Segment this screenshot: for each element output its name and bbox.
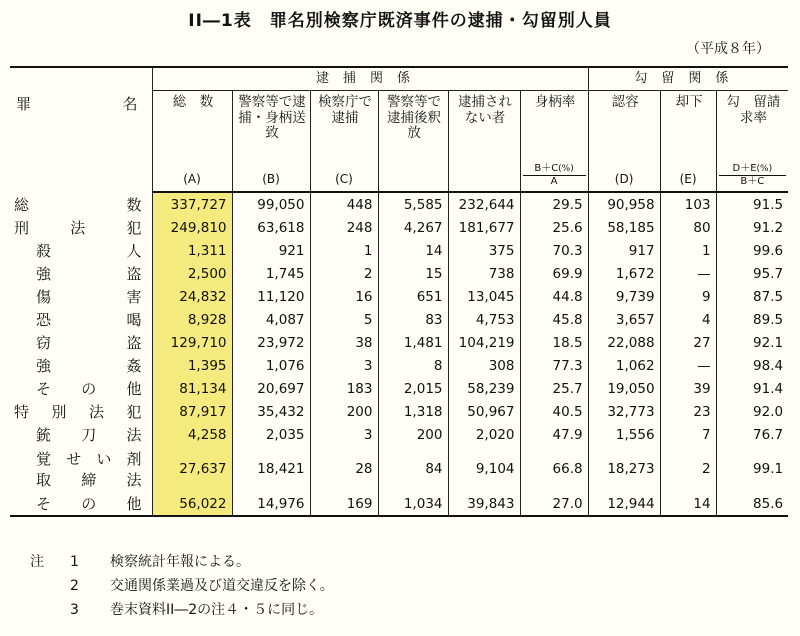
table-cell: 2,500 — [152, 262, 232, 285]
table-cell: 13,045 — [448, 285, 520, 308]
table-cell: 2,035 — [232, 423, 310, 446]
table-cell: 70.3 — [520, 239, 588, 262]
table-row — [10, 354, 788, 377]
row-label: 刑 法 犯 — [14, 219, 142, 237]
table-cell: 8,928 — [152, 308, 232, 331]
table-cell: 921 — [232, 239, 310, 262]
table-cell: 66.8 — [520, 446, 588, 492]
table-cell: 22,088 — [588, 331, 660, 354]
table-cell: 129,710 — [152, 331, 232, 354]
table-cell: — — [660, 262, 716, 285]
table-cell: 2,020 — [448, 423, 520, 446]
table-cell: 249,810 — [152, 216, 232, 239]
col-header-request-rate: 勾 留請求率 $\frac{D+E(\%)}{B+C}$ — [716, 91, 788, 193]
table-cell: 3 — [310, 354, 378, 377]
col-header-prosecutor-arrest: 検察庁で逮捕 (C) — [310, 91, 378, 193]
table-cell: 27 — [660, 331, 716, 354]
table-cell: 4,267 — [378, 216, 448, 239]
table-cell: 4 — [660, 308, 716, 331]
table-cell: 24,832 — [152, 285, 232, 308]
table-cell: 1,672 — [588, 262, 660, 285]
table-cell: 16 — [310, 285, 378, 308]
table-cell: 23 — [660, 400, 716, 423]
table-cell: 1,481 — [378, 331, 448, 354]
year-label: （平成８年） — [686, 41, 770, 57]
table-cell: 98.4 — [716, 354, 788, 377]
table-cell: 15 — [378, 262, 448, 285]
name-header-char: 名 — [122, 95, 138, 113]
row-label: 覚 せ い 剤 取 締 法 — [36, 450, 142, 489]
row-label: 特 別 法 犯 — [14, 403, 142, 421]
col-header-total: 総 数 (A) — [152, 91, 232, 193]
table-cell: 58,239 — [448, 377, 520, 400]
table-cell: — — [660, 354, 716, 377]
col-header-granted: 認容 (D) — [588, 91, 660, 193]
table-cell: 4,258 — [152, 423, 232, 446]
table-cell: 169 — [310, 492, 378, 516]
table-cell: 20,697 — [232, 377, 310, 400]
table-cell: 18.5 — [520, 331, 588, 354]
row-label: 恐 喝 — [36, 311, 142, 329]
footnotes — [30, 550, 334, 622]
table-cell: 85.6 — [716, 492, 788, 516]
table-cell: 84 — [378, 446, 448, 492]
table-cell: 1,311 — [152, 239, 232, 262]
table-cell: 23,972 — [232, 331, 310, 354]
table-row — [10, 192, 788, 216]
table-cell: 103 — [660, 192, 716, 216]
table-cell: 181,677 — [448, 216, 520, 239]
table-row — [10, 377, 788, 400]
table-cell: 14 — [378, 239, 448, 262]
table-row — [10, 446, 788, 492]
table-row — [10, 308, 788, 331]
col-header-not-arrested: 逮捕されない者 — [448, 91, 520, 193]
table-cell: 183 — [310, 377, 378, 400]
col-header-custody-rate: 身柄率 $\frac{B+C(\%)}{A}$ — [520, 91, 588, 193]
footnote: 注 1 検察統計年報による。 — [30, 554, 250, 570]
table-cell: 738 — [448, 262, 520, 285]
table-cell: 2,015 — [378, 377, 448, 400]
table-cell: 1,062 — [588, 354, 660, 377]
table-cell: 248 — [310, 216, 378, 239]
col-header-rejected: 却下 (E) — [660, 91, 716, 193]
row-label: そ の 他 — [10, 492, 152, 516]
table-cell: 12,944 — [588, 492, 660, 516]
table-cell: 91.5 — [716, 192, 788, 216]
table-cell: 9,739 — [588, 285, 660, 308]
table-cell: 1 — [660, 239, 716, 262]
row-label: 傷 害 — [36, 288, 142, 306]
row-label: 銃 刀 法 — [36, 426, 142, 444]
table-cell: 11,120 — [232, 285, 310, 308]
table-cell: 91.2 — [716, 216, 788, 239]
table-cell: 76.7 — [716, 423, 788, 446]
table-row — [10, 400, 788, 423]
table-cell: 77.3 — [520, 354, 588, 377]
table-cell: 9 — [660, 285, 716, 308]
table-cell: 95.7 — [716, 262, 788, 285]
table-cell: 1,745 — [232, 262, 310, 285]
row-label: 強 姦 — [36, 357, 142, 375]
table-cell: 40.5 — [520, 400, 588, 423]
table-row — [10, 331, 788, 354]
table-cell: 2 — [310, 262, 378, 285]
table-cell: 27,637 — [152, 446, 232, 492]
table-row — [10, 216, 788, 239]
table-cell: 1,076 — [232, 354, 310, 377]
table-cell: 56,022 — [152, 492, 232, 516]
table-row — [10, 262, 788, 285]
table-cell: 1,034 — [378, 492, 448, 516]
table-cell: 8 — [378, 354, 448, 377]
table-cell: 18,421 — [232, 446, 310, 492]
table-cell: 39 — [660, 377, 716, 400]
arrest-group-header: 逮捕関係 — [152, 67, 588, 91]
row-label: 殺 人 — [36, 242, 142, 260]
table-cell: 917 — [588, 239, 660, 262]
table-cell: 25.7 — [520, 377, 588, 400]
table-cell: 200 — [310, 400, 378, 423]
table-cell: 9,104 — [448, 446, 520, 492]
table-cell: 18,273 — [588, 446, 660, 492]
table-row — [10, 239, 788, 262]
table-cell: 104,219 — [448, 331, 520, 354]
table-cell: 92.1 — [716, 331, 788, 354]
name-header-char: 罪 — [16, 95, 32, 113]
table-cell: 47.9 — [520, 423, 588, 446]
table-cell: 1,318 — [378, 400, 448, 423]
footnote: 3 巻末資料II―2の注４・５に同じ。 — [70, 602, 324, 618]
table-cell: 337,727 — [152, 192, 232, 216]
footnote: 2 交通関係業過及び道交違反を除く。 — [70, 578, 334, 594]
table-cell: 1 — [310, 239, 378, 262]
table-cell: 7 — [660, 423, 716, 446]
table-cell: 3 — [310, 423, 378, 446]
table-cell: 35,432 — [232, 400, 310, 423]
table-cell: 45.8 — [520, 308, 588, 331]
table-cell: 651 — [378, 285, 448, 308]
table-cell: 4,087 — [232, 308, 310, 331]
table-cell: 3,657 — [588, 308, 660, 331]
table-row — [10, 285, 788, 308]
row-label: 強 盗 — [36, 265, 142, 283]
name-column-header — [10, 67, 152, 192]
table-cell: 25.6 — [520, 216, 588, 239]
table-cell: 39,843 — [448, 492, 520, 516]
row-label: 総 数 — [14, 195, 142, 214]
table-cell: 308 — [448, 354, 520, 377]
table-cell: 232,644 — [448, 192, 520, 216]
table-cell: 27.0 — [520, 492, 588, 516]
col-header-released: 警察等で逮捕後釈放 — [378, 91, 448, 193]
table-row — [10, 492, 788, 516]
table-cell: 5 — [310, 308, 378, 331]
table-cell: 63,618 — [232, 216, 310, 239]
arrest-detention-table — [10, 66, 788, 517]
table-cell: 2 — [660, 446, 716, 492]
table-cell: 14,976 — [232, 492, 310, 516]
table-cell: 99.6 — [716, 239, 788, 262]
table-cell: 29.5 — [520, 192, 588, 216]
table-cell: 80 — [660, 216, 716, 239]
table-row — [10, 423, 788, 446]
table-cell: 14 — [660, 492, 716, 516]
col-header-police-arrest: 警察等で逮捕・身柄送致 (B) — [232, 91, 310, 193]
table-cell: 87,917 — [152, 400, 232, 423]
row-label: 窃 盗 — [36, 334, 142, 352]
table-cell: 92.0 — [716, 400, 788, 423]
detention-group-header: 勾留関係 — [588, 67, 788, 91]
table-cell: 81,134 — [152, 377, 232, 400]
table-cell: 44.8 — [520, 285, 588, 308]
table-cell: 19,050 — [588, 377, 660, 400]
table-cell: 1,556 — [588, 423, 660, 446]
table-cell: 83 — [378, 308, 448, 331]
table-cell: 99,050 — [232, 192, 310, 216]
table-cell: 50,967 — [448, 400, 520, 423]
row-label: そ の 他 — [36, 380, 142, 398]
table-cell: 87.5 — [716, 285, 788, 308]
table-cell: 38 — [310, 331, 378, 354]
table-cell: 375 — [448, 239, 520, 262]
table-cell: 89.5 — [716, 308, 788, 331]
table-title: II―1表 罪名別検察庁既済事件の逮捕・勾留別人員 — [188, 11, 612, 31]
table-cell: 99.1 — [716, 446, 788, 492]
table-cell: 91.4 — [716, 377, 788, 400]
table-cell: 28 — [310, 446, 378, 492]
table-cell: 5,585 — [378, 192, 448, 216]
table-cell: 4,753 — [448, 308, 520, 331]
table-cell: 58,185 — [588, 216, 660, 239]
table-cell: 32,773 — [588, 400, 660, 423]
table-cell: 1,395 — [152, 354, 232, 377]
table-cell: 90,958 — [588, 192, 660, 216]
table-cell: 448 — [310, 192, 378, 216]
table-cell: 200 — [378, 423, 448, 446]
table-cell: 69.9 — [520, 262, 588, 285]
